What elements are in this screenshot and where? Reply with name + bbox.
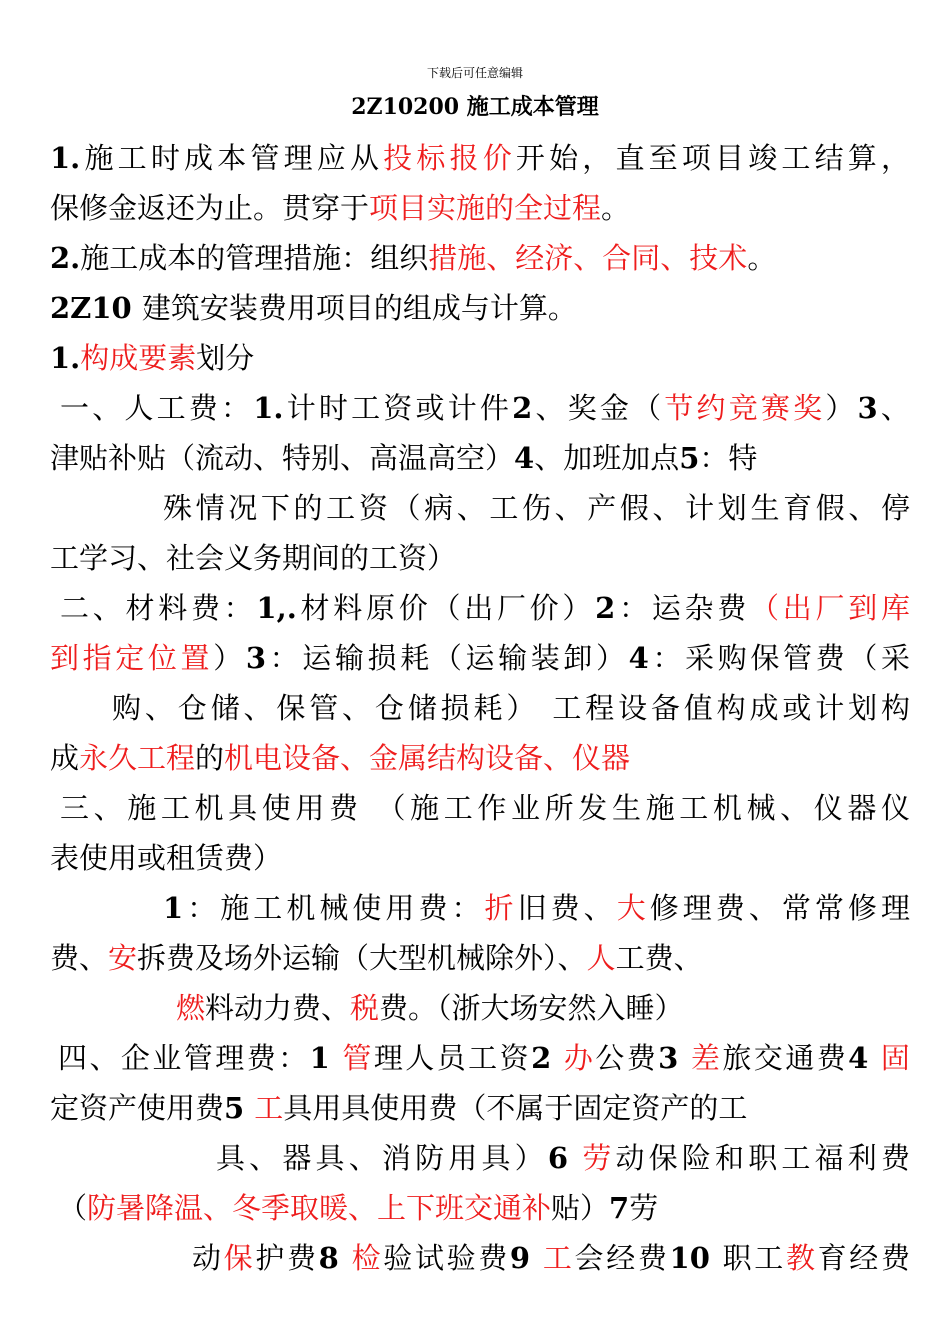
text-run: 工费、 xyxy=(615,941,703,975)
highlighted-text: 投标报价 xyxy=(383,141,516,175)
highlighted-text: 防暑降温、冬季取暖、上下班交通补 xyxy=(87,1191,552,1225)
text-line xyxy=(50,838,910,878)
text-run: 6 xyxy=(547,1141,583,1175)
document-title: 2Z10200 施工成本管理 xyxy=(351,94,599,120)
text-line xyxy=(50,138,910,178)
text-run: 费。（浙大场安然入睡） xyxy=(379,991,684,1025)
text-run: 开始，直至项目竣工结算， xyxy=(515,141,910,175)
text-run: 3 xyxy=(245,641,267,675)
text-run: ：采购保管费（采 xyxy=(648,641,910,675)
text-run: 计时工资或计件 xyxy=(283,391,513,425)
text-run: 2 xyxy=(512,391,533,425)
text-run: 二、材料费： xyxy=(60,591,257,625)
text-run: 1. xyxy=(253,391,284,425)
highlighted-text: 措施、经济、合同、技术 xyxy=(428,241,748,275)
text-run: 成 xyxy=(50,741,80,775)
text-run: 会经费 xyxy=(574,1241,670,1275)
text-run: ：施工机械使用费： xyxy=(183,891,485,925)
highlighted-text: （出厂到库 xyxy=(750,591,910,625)
text-run: 育经费 xyxy=(817,1241,910,1275)
text-line xyxy=(176,988,910,1028)
text-run: 津贴补贴（流动、特别、高温高空） xyxy=(50,441,515,475)
highlighted-text: 节约竞赛奖 xyxy=(664,391,826,425)
text-run: 旧费、 xyxy=(517,891,617,925)
highlighted-text: 管 xyxy=(342,1041,374,1075)
text-run: 10 xyxy=(669,1241,723,1275)
text-run: 。 xyxy=(601,191,631,225)
text-run: 三、施工机具使用费 （施工作业所发生施工机械、仪器仪 xyxy=(60,791,910,825)
text-run: 8 xyxy=(318,1241,352,1275)
highlighted-text: 工 xyxy=(254,1091,284,1125)
text-run: ） xyxy=(825,391,858,425)
text-line xyxy=(50,1088,910,1128)
text-run: 劳 xyxy=(629,1191,659,1225)
text-run: 四、企业管理费： xyxy=(58,1041,310,1075)
text-run: 、加班加点 xyxy=(534,441,680,475)
text-line xyxy=(112,688,910,728)
text-run: 9 xyxy=(509,1241,543,1275)
text-line xyxy=(50,438,910,478)
text-run: 、 xyxy=(877,391,910,425)
text-line xyxy=(163,888,910,928)
text-run: 殊情况下的工资（病、工伤、产假、计划生育假、停 xyxy=(163,491,910,525)
text-run: 建筑安装费用项目的组成与计算。 xyxy=(141,291,577,325)
text-run: 验试验费 xyxy=(383,1241,510,1275)
text-line xyxy=(216,1138,910,1178)
highlighted-text: 永久工程 xyxy=(79,741,196,775)
text-line xyxy=(50,738,910,778)
text-run: 职工 xyxy=(722,1241,786,1275)
text-run: 施工成本的管理措施：组织 xyxy=(80,241,429,275)
text-line xyxy=(58,1038,910,1078)
header-note: 下载后可任意编辑 xyxy=(426,66,523,80)
text-run: 材料原价（出厂价） xyxy=(296,591,596,625)
text-run: 2 xyxy=(531,1041,564,1075)
text-run: 2Z10 xyxy=(50,291,142,325)
highlighted-text: 燃 xyxy=(176,991,206,1025)
text-line xyxy=(50,538,910,578)
text-run: 2 xyxy=(595,591,616,625)
text-run: 公费 xyxy=(595,1041,659,1075)
text-run: 3 xyxy=(857,391,878,425)
text-run: 贴） xyxy=(551,1191,610,1225)
text-run: 表使用或租赁费） xyxy=(50,841,283,875)
text-run: 。 xyxy=(747,241,777,275)
highlighted-text: 固 xyxy=(880,1041,910,1075)
highlighted-text: 教 xyxy=(785,1241,818,1275)
text-run: 料动力费、 xyxy=(205,991,351,1025)
text-run: 3 xyxy=(658,1041,691,1075)
text-run: ：特 xyxy=(699,441,758,475)
text-run: 的 xyxy=(195,741,225,775)
text-run: 具用具使用费（不属于固定资产的工 xyxy=(283,1091,748,1125)
text-run: 4 xyxy=(628,641,649,675)
text-line xyxy=(60,588,910,628)
highlighted-text: 安 xyxy=(108,941,138,975)
text-run: ：运输损耗（运输装卸） xyxy=(266,641,629,675)
text-run: 定资产使用费 xyxy=(50,1091,225,1125)
text-run: （ xyxy=(58,1191,88,1225)
text-run: 修理费、常常修理 xyxy=(649,891,910,925)
text-run: 、奖金（ xyxy=(532,391,665,425)
highlighted-text: 大 xyxy=(616,891,650,925)
text-line xyxy=(60,388,910,428)
text-line xyxy=(58,1188,910,1228)
text-run: 工学习、社会义务期间的工资） xyxy=(50,541,457,575)
text-line xyxy=(50,238,910,278)
text-run: 购、仓储、保管、仓储损耗） 工程设备值构成或计划构 xyxy=(112,691,910,725)
highlighted-text: 机电设备、金属结构设备、仪器 xyxy=(224,741,631,775)
text-run: 1. xyxy=(50,141,81,175)
text-run: 1 xyxy=(309,1041,343,1075)
text-line xyxy=(50,938,910,978)
highlighted-text: 人 xyxy=(586,941,616,975)
highlighted-text: 差 xyxy=(690,1041,723,1075)
text-line xyxy=(60,788,910,828)
text-line xyxy=(192,1238,910,1278)
text-run: 2. xyxy=(50,241,81,275)
text-run: 4 xyxy=(514,441,535,475)
text-line xyxy=(50,188,910,228)
text-run: ） xyxy=(213,641,246,675)
text-run: 护费 xyxy=(255,1241,319,1275)
text-run: 旅交通费 xyxy=(722,1041,849,1075)
highlighted-text: 折 xyxy=(484,891,518,925)
highlighted-text: 税 xyxy=(350,991,380,1025)
text-run: ：运杂费 xyxy=(615,591,751,625)
text-run: 1,. xyxy=(256,591,297,625)
highlighted-text: 项目实施的全过程 xyxy=(369,191,602,225)
highlighted-text: 劳 xyxy=(582,1141,616,1175)
highlighted-text: 工 xyxy=(542,1241,575,1275)
highlighted-text: 保 xyxy=(223,1241,256,1275)
highlighted-text: 办 xyxy=(563,1041,596,1075)
text-run: 5 xyxy=(224,1091,255,1125)
text-line xyxy=(50,638,910,678)
text-run: 1 xyxy=(163,891,184,925)
text-line xyxy=(163,488,910,528)
text-run: 1. xyxy=(50,341,81,375)
text-run: 具、器具、消防用具） xyxy=(216,1141,548,1175)
text-run: 拆费及场外运输（大型机械除外）、 xyxy=(137,941,587,975)
text-run: 5 xyxy=(679,441,700,475)
text-line xyxy=(50,288,910,328)
text-run: 理人员工资 xyxy=(373,1041,532,1075)
text-line xyxy=(50,338,910,378)
text-run: 费、 xyxy=(50,941,109,975)
highlighted-text: 检 xyxy=(351,1241,384,1275)
text-run: 动保险和职工福利费 xyxy=(615,1141,910,1175)
highlighted-text: 到指定位置 xyxy=(50,641,214,675)
text-run: 4 xyxy=(848,1041,881,1075)
text-run: 7 xyxy=(609,1191,630,1225)
text-run: 划分 xyxy=(196,341,255,375)
text-run: 动 xyxy=(192,1241,224,1275)
highlighted-text: 构成要素 xyxy=(80,341,197,375)
text-run: 一、人工费： xyxy=(60,391,254,425)
text-run: 保修金返还为止。贯穿于 xyxy=(50,191,370,225)
text-run: 施工时成本管理应从 xyxy=(80,141,384,175)
